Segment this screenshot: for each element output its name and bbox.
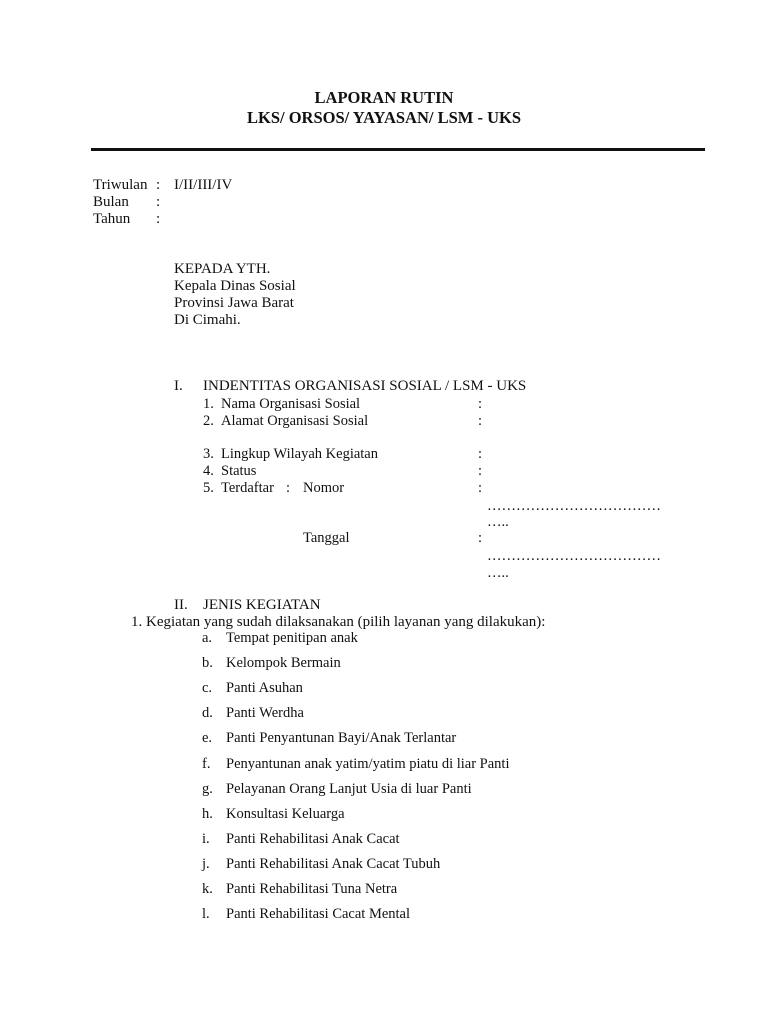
activity-text: Tempat penitipan anak [226, 630, 358, 646]
item5-sub-colon: : [286, 480, 291, 496]
title-divider [91, 148, 705, 151]
activity-text: Panti Rehabilitasi Anak Cacat [226, 831, 400, 847]
item3-colon: : [478, 446, 483, 462]
activity-letter: c. [202, 680, 213, 696]
activity-letter: k. [202, 881, 213, 897]
address-line-1: KEPADA YTH. [174, 261, 271, 277]
period-label-bulan: Bulan [93, 194, 129, 210]
period-colon-bulan: : [156, 194, 161, 210]
activity-letter: e. [202, 730, 213, 746]
tanggal-fill-dots: ……………………………… [487, 548, 661, 564]
item4-number: 4. [203, 463, 214, 479]
tanggal-label: Tanggal [303, 530, 350, 546]
activity-letter: i. [202, 831, 210, 847]
activity-letter: b. [202, 655, 213, 671]
period-label-triwulan: Triwulan [93, 177, 148, 193]
address-line-2: Kepala Dinas Sosial [174, 278, 296, 294]
activity-letter: l. [202, 906, 210, 922]
tanggal-colon: : [478, 530, 483, 546]
activity-text: Panti Rehabilitasi Cacat Mental [226, 906, 411, 922]
address-line-4: Di Cimahi. [174, 312, 241, 328]
section2-intro: 1. Kegiatan yang sudah dilaksanakan (pilih layanan yang dilakukan): [131, 614, 546, 630]
tanggal-fill-dots-cont: ….. [487, 565, 509, 581]
activity-text: Panti Penyantunan Bayi/Anak Terlantar [226, 730, 457, 746]
section1-title: INDENTITAS ORGANISASI SOSIAL / LSM - UKS [203, 378, 527, 394]
item1-label: Nama Organisasi Sosial [221, 396, 361, 412]
activity-letter: h. [202, 806, 213, 822]
item5-colon: : [478, 480, 483, 496]
period-colon-tahun: : [156, 211, 161, 227]
report-subtitle: LKS/ ORSOS/ YAYASAN/ LSM - UKS [246, 108, 522, 127]
activity-letter: j. [202, 856, 210, 872]
activity-text: Panti Rehabilitasi Anak Cacat Tubuh [226, 856, 441, 872]
activity-text: Panti Rehabilitasi Tuna Netra [226, 881, 398, 897]
period-colon-triwulan: : [156, 177, 161, 193]
report-title: LAPORAN RUTIN [314, 88, 454, 107]
item4-colon: : [478, 463, 483, 479]
nomor-fill-dots: ……………………………… [487, 498, 661, 514]
activity-letter: f. [202, 756, 211, 772]
item5-nomor-label: Nomor [303, 480, 345, 496]
activity-text: Penyantunan anak yatim/yatim piatu di liar Panti [226, 756, 510, 772]
section2-number: II. [174, 597, 188, 613]
activity-letter: d. [202, 705, 213, 721]
item5-number: 5. [203, 480, 214, 496]
address-line-3: Provinsi Jawa Barat [174, 295, 294, 311]
item1-colon: : [478, 396, 483, 412]
period-value-triwulan: I/II/III/IV [174, 177, 233, 193]
activity-text: Panti Asuhan [226, 680, 303, 696]
item1-number: 1. [203, 396, 214, 412]
activity-text: Konsultasi Keluarga [226, 806, 345, 822]
activity-text: Pelayanan Orang Lanjut Usia di luar Panti [226, 781, 472, 797]
period-label-tahun: Tahun [93, 211, 131, 227]
activity-letter: a. [202, 630, 213, 646]
nomor-fill-dots-cont: ….. [487, 514, 509, 530]
item3-number: 3. [203, 446, 214, 462]
item2-number: 2. [203, 413, 214, 429]
section2-title: JENIS KEGIATAN [203, 597, 321, 613]
activity-letter: g. [202, 781, 213, 797]
item2-colon: : [478, 413, 483, 429]
item4-label: Status [221, 463, 257, 479]
activity-text: Panti Werdha [226, 705, 304, 721]
item2-label: Alamat Organisasi Sosial [221, 413, 369, 429]
item5-label: Terdaftar [221, 480, 274, 496]
activity-text: Kelompok Bermain [226, 655, 341, 671]
section1-number: I. [174, 378, 183, 394]
item3-label: Lingkup Wilayah Kegiatan [221, 446, 378, 462]
